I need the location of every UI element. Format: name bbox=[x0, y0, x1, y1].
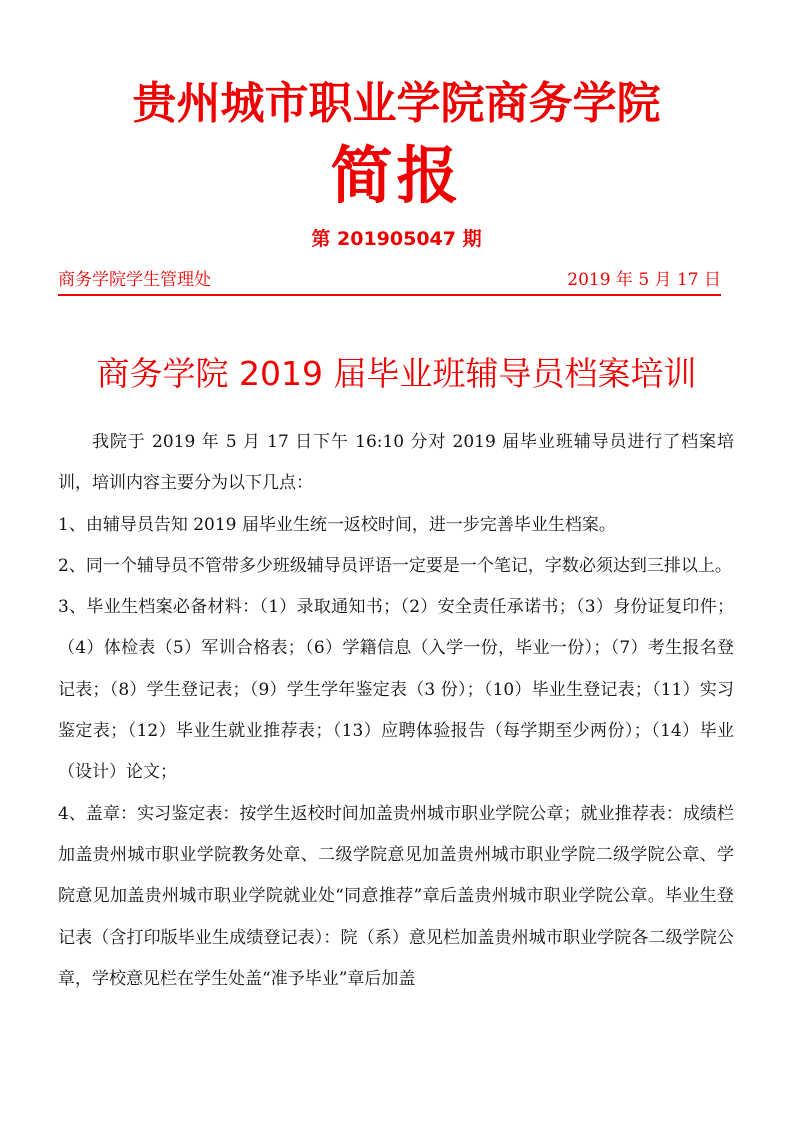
header-meta-row bbox=[58, 266, 721, 294]
header-divider bbox=[58, 294, 721, 296]
article-title: 商务学院 2019 届毕业班辅导员档案培训 bbox=[96, 354, 697, 393]
body-paragraph-4: 4、盖章：实习鉴定表：按学生返校时间加盖贵州城市职业学院公章；就业推荐表：成绩栏加盖贵州城市职业学院教务处章、二级学院意见加盖贵州城市职业学院二级学院公章、学院意见加盖贵州城市职业学院就业处“同意推荐”章后盖贵州城市职业学院公章。毕业生登记表（含打印版毕业生成绩登记表）：院（系）意见栏加盖贵州城市职业学院各二级学院公章，学校意见栏在学生处盖“准予毕业”章后加盖 bbox=[58, 803, 734, 989]
body-paragraph-2: 2、同一个辅导员不管带多少班级辅导员评语一定要是一个笔记，字数必须达到三排以上。 bbox=[58, 555, 732, 576]
intro-paragraph: 我院于 2019 年 5 月 17 日下午 16:10 分对 2019 届毕业班辅导员进行了档案培训，培训内容主要分为以下几点： bbox=[58, 432, 734, 494]
issue-number: 第 201905047 期 bbox=[311, 228, 482, 250]
publish-date: 2019 年 5 月 17 日 bbox=[567, 270, 721, 290]
department-name: 商务学院学生管理处 bbox=[58, 270, 211, 290]
body-paragraph-1: 1、由辅导员告知 2019 届毕业生统一返校时间，进一步完善毕业生档案。 bbox=[58, 514, 616, 535]
body-paragraph-3: 3、毕业生档案必备材料：（1）录取通知书；（2）安全责任承诺书；（3）身份证复印件；（4）体检表（5）军训合格表；（6）学籍信息（入学一份，毕业一份）；（7）考生报名登记表；（8）学生登记表；（9）学生学年鉴定表（3 份）；（10）毕业生登记表；（11）实习鉴定表；（12）毕业生就业推荐表；（13）应聘体验报告（每学期至少两份）；（14）毕业（设计）论文； bbox=[58, 597, 734, 783]
article-body bbox=[58, 422, 734, 1000]
bulletin-title: 简报 bbox=[330, 139, 463, 212]
organization-title: 贵州城市职业学院商务学院 bbox=[132, 78, 661, 129]
